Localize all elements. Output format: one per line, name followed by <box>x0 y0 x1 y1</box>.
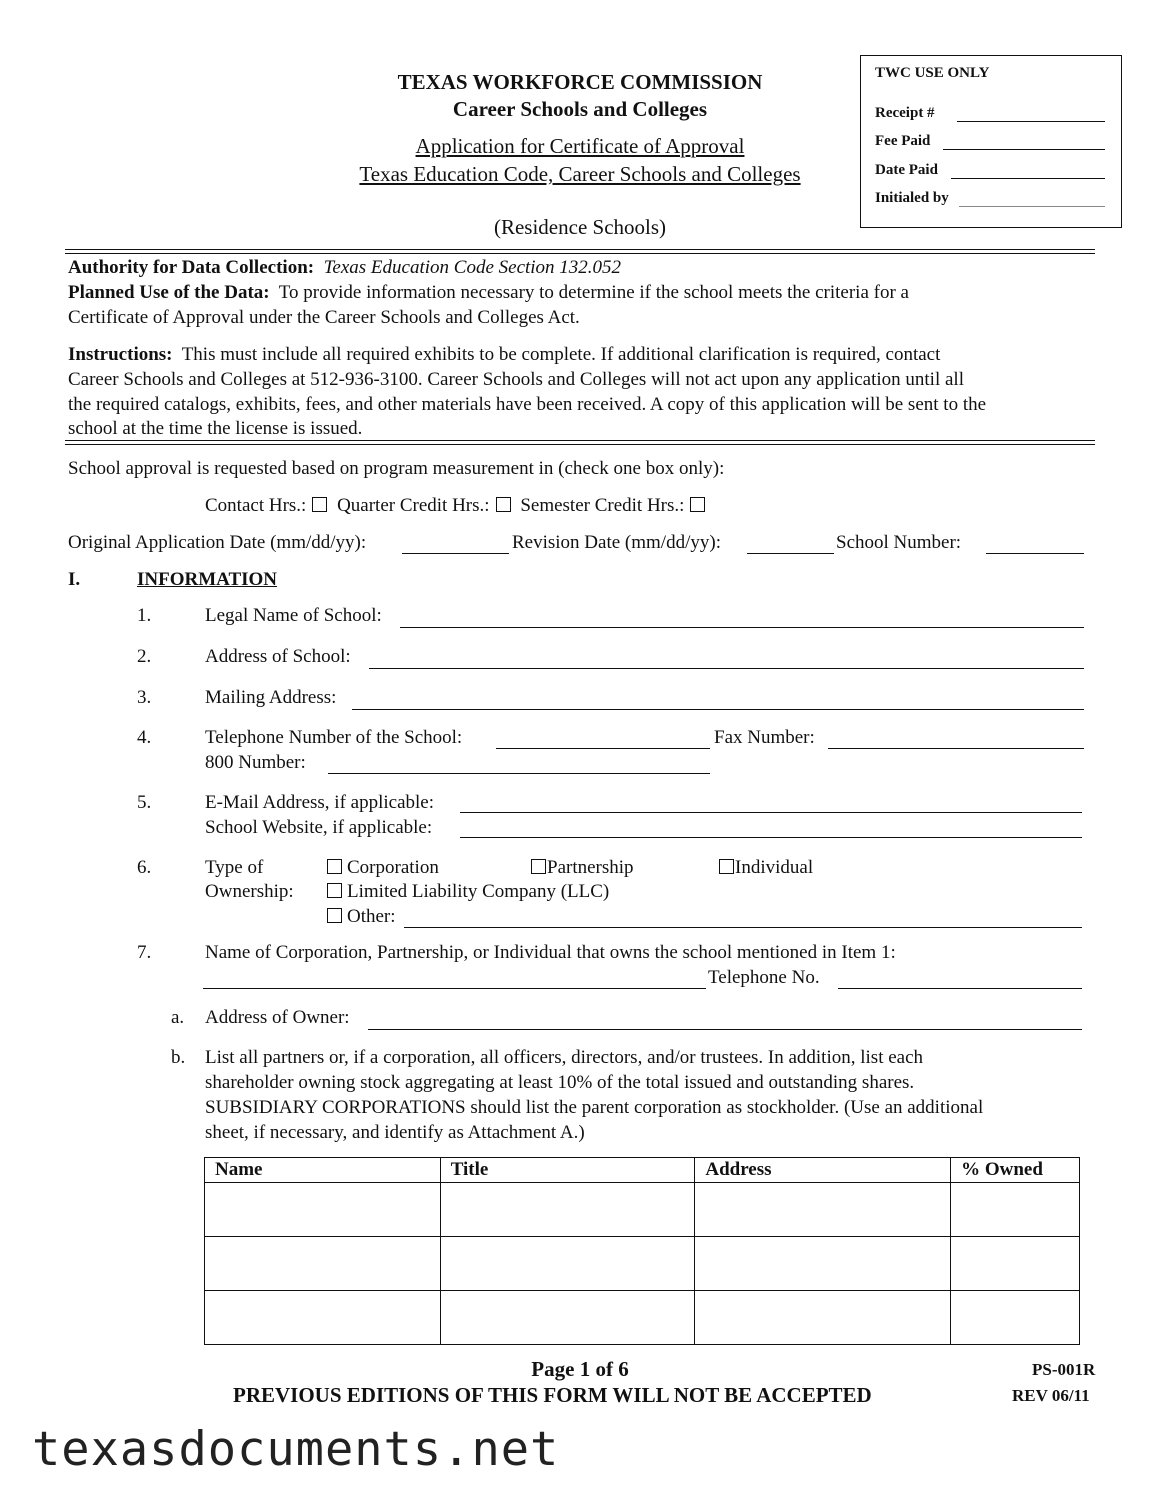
other-field[interactable] <box>404 927 1082 928</box>
owner-address-label: Address of Owner: <box>205 1007 350 1028</box>
initialed-by-label: Initialed by <box>875 190 949 206</box>
revision-date-label: Revision Date (mm/dd/yy): <box>512 532 721 553</box>
partnership-option: Partnership <box>525 857 634 879</box>
owner-title-cell[interactable] <box>440 1183 695 1237</box>
instructions-line-2: Career Schools and Colleges at 512-936-3100. Career Schools and Colleges will not act upon any application until all <box>68 369 964 390</box>
semester-credit-checkbox[interactable] <box>690 497 705 512</box>
email-label: E-Mail Address, if applicable: <box>205 792 434 813</box>
owner-percent-cell[interactable] <box>951 1291 1080 1345</box>
instructions-line-1: Instructions: This must include all required exhibits to be complete. If additional clarification is required, contact <box>68 344 941 365</box>
legal-name-label: Legal Name of School: <box>205 605 382 626</box>
receipt-field[interactable] <box>957 121 1105 122</box>
corporation-option: Corporation <box>321 857 439 879</box>
instructions-line-3: the required catalogs, exhibits, fees, and other materials have been received. A copy of this application will be sent to the <box>68 394 987 415</box>
owner-address-cell[interactable] <box>695 1237 951 1291</box>
owners-table-header <box>205 1158 1080 1183</box>
item-letter-a: a. <box>171 1007 185 1028</box>
owner-percent-cell[interactable] <box>951 1237 1080 1291</box>
form-subtitle: Texas Education Code, Career Schools and Colleges <box>359 162 801 186</box>
mailing-address-label: Mailing Address: <box>205 687 337 708</box>
initialed-by-field[interactable] <box>959 206 1105 207</box>
partnership-checkbox[interactable] <box>531 859 546 874</box>
owner-name-cell[interactable] <box>205 1291 441 1345</box>
school-type: (Residence Schools) <box>493 215 667 239</box>
item-letter-b: b. <box>171 1047 186 1068</box>
section-title: INFORMATION <box>137 569 278 590</box>
agency-title: TEXAS WORKFORCE COMMISSION <box>397 70 763 94</box>
legal-name-field[interactable] <box>400 627 1084 628</box>
owner-percent-cell[interactable] <box>951 1183 1080 1237</box>
col-header-percent-owned: % Owned <box>951 1158 1080 1183</box>
telephone-field[interactable] <box>496 748 710 749</box>
section-numeral: I. <box>68 569 81 590</box>
fee-paid-field[interactable] <box>943 149 1105 150</box>
individual-option: Individual <box>713 857 813 879</box>
fax-label: Fax Number: <box>714 727 815 748</box>
table-row <box>205 1291 1080 1345</box>
school-number-label: School Number: <box>836 532 962 553</box>
corporation-checkbox[interactable] <box>327 859 342 874</box>
table-row <box>205 1183 1080 1237</box>
original-date-field[interactable] <box>402 553 509 554</box>
school-address-label: Address of School: <box>205 646 351 667</box>
col-header-title: Title <box>440 1158 695 1183</box>
item-number-3: 3. <box>137 687 152 708</box>
email-field[interactable] <box>460 812 1082 813</box>
planned-use-line-2: Certificate of Approval under the Career Schools and Colleges Act. <box>68 307 580 328</box>
owner-title-cell[interactable] <box>440 1291 695 1345</box>
owner-name-field[interactable] <box>203 988 706 989</box>
type-of-label: Type of <box>205 857 264 878</box>
toll-free-label: 800 Number: <box>205 752 306 773</box>
owner-address-field[interactable] <box>368 1029 1082 1030</box>
semester-credit-label: Semester Credit Hrs.: <box>520 495 685 516</box>
item-number-2: 2. <box>137 646 152 667</box>
owner-name-label: Name of Corporation, Partnership, or Individual that owns the school mentioned in Item 1: <box>205 942 896 963</box>
contact-hours-label: Contact Hrs.: <box>205 495 307 516</box>
owner-address-cell[interactable] <box>695 1291 951 1345</box>
website-label: School Website, if applicable: <box>205 817 433 838</box>
planned-use-line: Planned Use of the Data: To provide information necessary to determine if the school meets the criteria for a <box>68 282 909 303</box>
toll-free-field[interactable] <box>328 773 710 774</box>
twc-use-only-box <box>860 55 1122 228</box>
partners-instructions-3: SUBSIDIARY CORPORATIONS should list the parent corporation as stockholder. (Use an additional <box>205 1097 984 1118</box>
measurement-prompt: School approval is requested based on program measurement in (check one box only): <box>68 458 725 479</box>
owner-telephone-label: Telephone No. <box>708 967 820 988</box>
division-title: Career Schools and Colleges <box>452 97 708 121</box>
previous-editions-warning: PREVIOUS EDITIONS OF THIS FORM WILL NOT BE ACCEPTED <box>233 1383 872 1407</box>
school-address-field[interactable] <box>369 668 1084 669</box>
telephone-label: Telephone Number of the School: <box>205 727 463 748</box>
item-number-6: 6. <box>137 857 152 878</box>
llc-option: Limited Liability Company (LLC) <box>321 881 609 903</box>
website-field[interactable] <box>460 837 1082 838</box>
other-checkbox[interactable] <box>327 908 342 923</box>
owner-address-cell[interactable] <box>695 1183 951 1237</box>
fee-paid-label: Fee Paid <box>875 133 931 149</box>
item-number-4: 4. <box>137 727 152 748</box>
item-number-1: 1. <box>137 605 152 626</box>
item-number-5: 5. <box>137 792 152 813</box>
authority-line: Authority for Data Collection: Texas Education Code Section 132.052 <box>68 257 622 278</box>
item-number-7: 7. <box>137 942 152 963</box>
date-paid-field[interactable] <box>951 178 1105 179</box>
partners-instructions-1: List all partners or, if a corporation, all officers, directors, and/or trustees. In addition, list each <box>205 1047 924 1068</box>
revision-date-field[interactable] <box>747 553 834 554</box>
receipt-label: Receipt # <box>875 105 935 121</box>
quarter-credit-label: Quarter Credit Hrs.: <box>337 495 490 516</box>
owner-telephone-field[interactable] <box>838 988 1082 989</box>
mailing-address-field[interactable] <box>352 709 1084 710</box>
individual-checkbox[interactable] <box>719 859 734 874</box>
partners-instructions-2: shareholder owning stock aggregating at least 10% of the total issued and outstanding shares. <box>205 1072 915 1093</box>
partners-instructions-4: sheet, if necessary, and identify as Attachment A.) <box>205 1122 585 1143</box>
col-header-address: Address <box>695 1158 951 1183</box>
date-paid-label: Date Paid <box>875 162 938 178</box>
page-number: Page 1 of 6 <box>531 1357 629 1381</box>
fax-field[interactable] <box>828 748 1084 749</box>
owner-title-cell[interactable] <box>440 1237 695 1291</box>
owners-table <box>204 1157 1080 1345</box>
contact-hours-checkbox[interactable] <box>312 497 327 512</box>
other-option: Other: <box>321 906 396 928</box>
school-number-field[interactable] <box>986 553 1084 554</box>
divider-top <box>65 249 1095 254</box>
twc-box-title: TWC USE ONLY <box>875 65 990 81</box>
form-title: Application for Certificate of Approval <box>415 134 745 158</box>
owner-name-cell[interactable] <box>205 1183 441 1237</box>
form-id: PS-001R <box>1032 1360 1096 1379</box>
instructions-line-4: school at the time the license is issued. <box>68 418 363 439</box>
original-date-label: Original Application Date (mm/dd/yy): <box>68 532 367 553</box>
divider-instructions <box>65 440 1095 445</box>
owner-name-cell[interactable] <box>205 1237 441 1291</box>
measurement-options <box>205 495 710 517</box>
table-row <box>205 1237 1080 1291</box>
quarter-credit-checkbox[interactable] <box>496 497 511 512</box>
watermark: texasdocuments.net <box>32 1422 560 1477</box>
col-header-name: Name <box>205 1158 441 1183</box>
form-revision: REV 06/11 <box>1012 1386 1090 1405</box>
llc-checkbox[interactable] <box>327 883 342 898</box>
ownership-label: Ownership: <box>205 881 294 902</box>
